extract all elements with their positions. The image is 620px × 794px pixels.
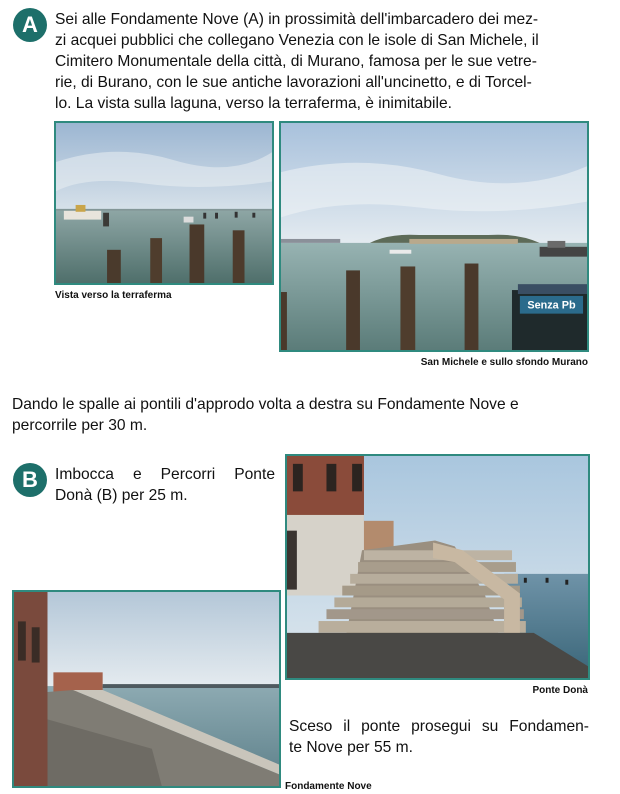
text-line: percorrile per 30 m. <box>12 417 148 434</box>
ponte-dona-image <box>287 456 588 678</box>
photo-lagoon-view-caption: Vista verso la terraferma <box>55 290 172 301</box>
section-a-text <box>55 9 588 114</box>
text-line: Donà (B) per 25 m. <box>55 487 188 504</box>
fondamente-nove-image <box>14 592 279 786</box>
photo-fondamente-nove-caption: Fondamente Nove <box>285 781 372 792</box>
text-line: rie, di Burano, con le sue antiche lavorazioni all'uncinetto, e di Torcel- <box>55 74 532 91</box>
lagoon-view-image <box>56 123 272 283</box>
section-b-badge: B <box>13 463 47 497</box>
text-line: Sceso il ponte prosegui su Fondamen- <box>289 718 589 735</box>
photo-fondamente-nove <box>12 590 281 788</box>
photo-ponte-dona-caption: Ponte Donà <box>532 685 588 696</box>
text-line: te Nove per 55 m. <box>289 739 413 756</box>
sign-text: Senza Pb <box>527 299 576 312</box>
photo-ponte-dona <box>285 454 590 680</box>
text-line: Dando le spalle ai pontili d'approdo volta a destra su Fondamente Nove e <box>12 396 519 413</box>
section-b-text <box>55 464 275 506</box>
text-line: Imbocca e Percorri Ponte <box>55 466 275 483</box>
photo-lagoon-view <box>54 121 274 285</box>
text-line: Cimitero Monumentale della città, di Murano, famosa per le sue vetre- <box>55 53 537 70</box>
san-michele-image <box>281 123 587 350</box>
photo-san-michele-caption: San Michele e sullo sfondo Murano <box>420 357 588 368</box>
text-line: lo. La vista sulla laguna, verso la terraferma, è inimitabile. <box>55 95 452 112</box>
text-line: zi acquei pubblici che collegano Venezia con le isole di San Michele, il <box>55 32 539 49</box>
middle-text <box>12 394 588 436</box>
section-b-after-text <box>289 716 589 758</box>
text-line: Sei alle Fondamente Nove (A) in prossimità dell'imbarcadero dei mez- <box>55 11 539 28</box>
section-a-badge: A <box>13 8 47 42</box>
photo-san-michele <box>279 121 589 352</box>
